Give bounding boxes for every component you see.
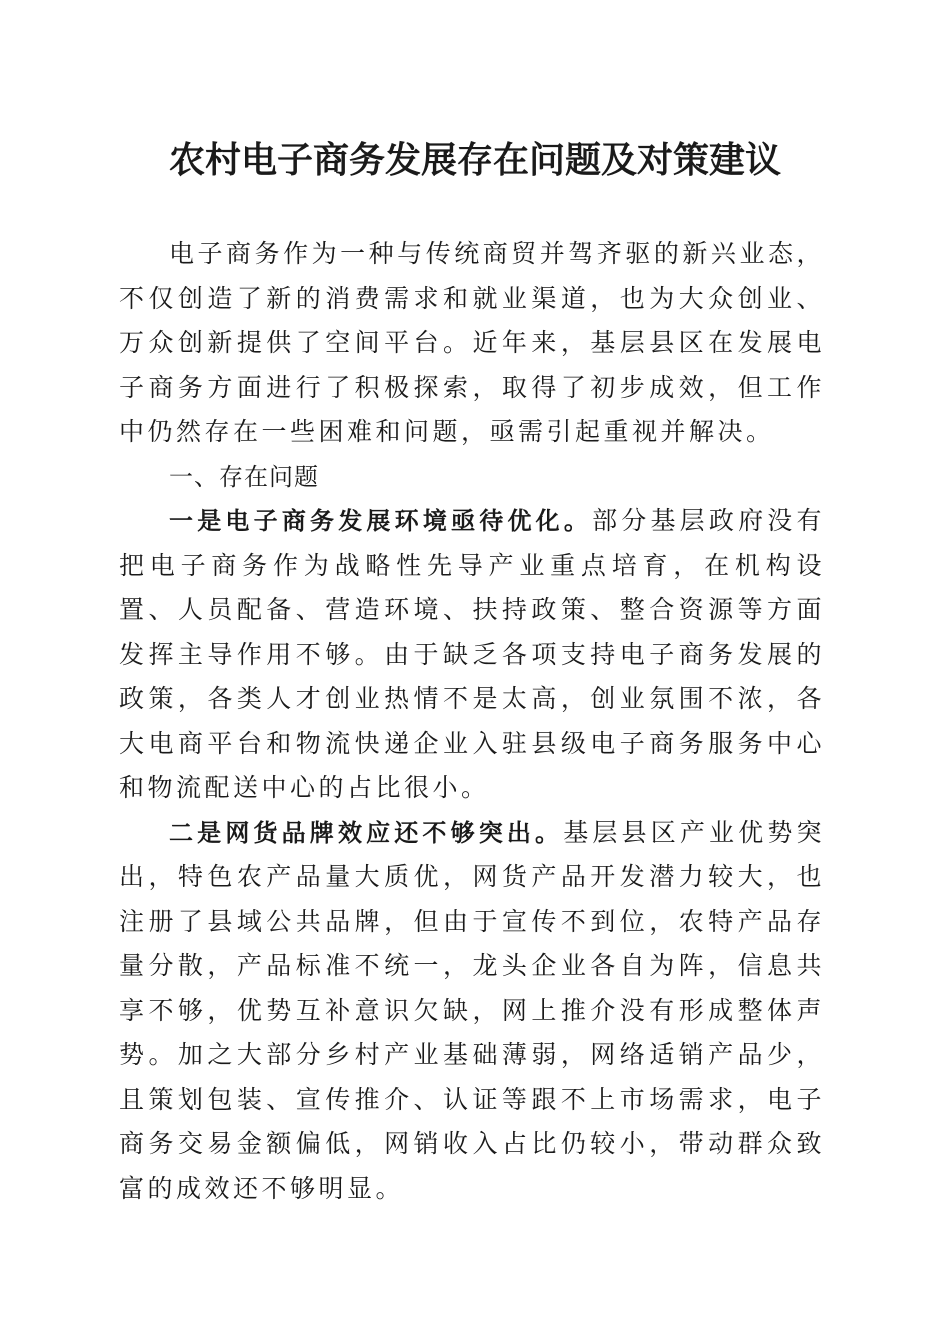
document-body	[119, 232, 825, 1211]
intro-paragraph: 电子商务作为一种与传统商贸并驾齐驱的新兴业态，不仅创造了新的消费需求和就业渠道，也为大众创业、万众创新提供了空间平台。近年来，基层县区在发展电子商务方面进行了积极探索，取得了初步成效，但工作中仍然存在一些困难和问题，亟需引起重视并解决。	[119, 239, 825, 446]
point-1-lead: 一是电子商务发展环境亟待优化。	[169, 507, 593, 535]
point-1-paragraph	[119, 499, 825, 811]
document-title: 农村电子商务发展存在问题及对策建议	[168, 139, 781, 181]
section-heading-problems	[119, 455, 825, 500]
point-2-lead: 二是网货品牌效应还不够突出。	[169, 818, 564, 847]
point-1-text: 部分基层政府没有把电子商务作为战略性先导产业重点培育，在机构设置、人员配备、营造环境、扶持政策、整合资源等方面发挥主导作用不够。由于缺乏各项支持电子商务发展的政策，各类人才创业热情不是太高，创业氛围不浓，各大电商平台和物流快递企业入驻县级电子商务服务中心和物流配送中心的占比很小。	[119, 506, 825, 802]
point-2-paragraph	[119, 811, 825, 1212]
point-2-text: 基层县区产业优势突出，特色农产品量大质优，网货产品开发潜力较大，也注册了县域公共品牌，但由于宣传不到位，农特产品存量分散，产品标准不统一，龙头企业各自为阵，信息共享不够，优势互补意识欠缺，网上推介没有形成整体声势。加之大部分乡村产业基础薄弱，网络适销产品少，且策划包装、宣传推介、认证等跟不上市场需求，电子商务交易金额偏低，网销收入占比仍较小，带动群众致富的成效还不够明显。	[119, 817, 825, 1203]
section-heading-text: 一、存在问题	[169, 462, 319, 491]
